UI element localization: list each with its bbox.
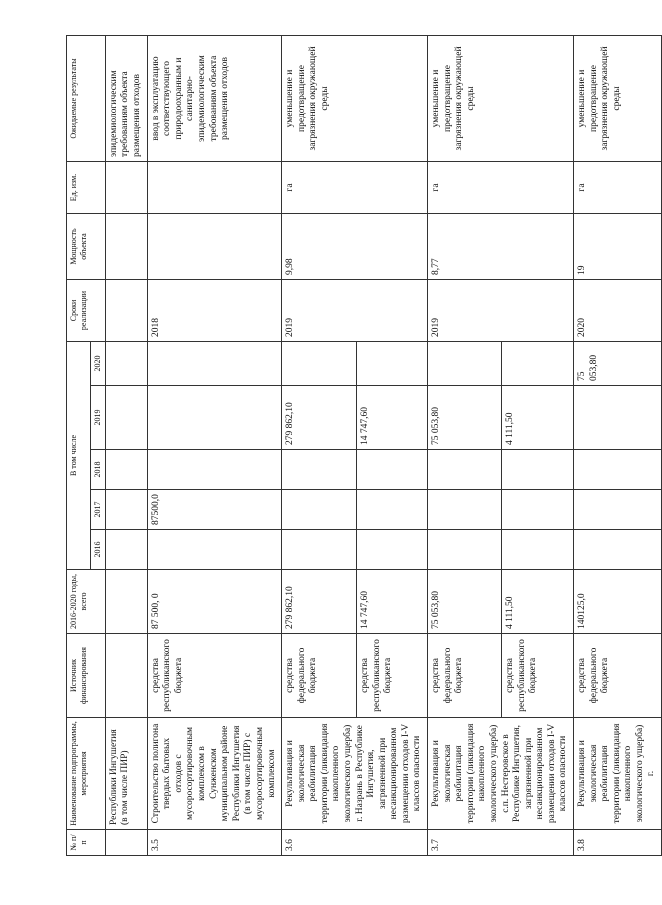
cell-capacity: 9,98	[282, 214, 428, 280]
table-row-continued	[105, 36, 147, 856]
cell-2019: 4 111,50	[502, 386, 574, 450]
table-row-3-5	[147, 36, 281, 856]
cell-name: Строительство полигона твердых бытовых отходов с мусоросортировочным комплексом в Сунженском муниципальном районе Республики Ингушетия (в том числе ПИР) с мусоросортировочным комплексом	[147, 718, 281, 830]
header-row-1	[67, 36, 91, 856]
cell-source: средства федерального бюджета	[282, 634, 357, 718]
cell-source: средства республиканского бюджета	[147, 634, 281, 718]
cell-source: средства федерального бюджета	[428, 634, 502, 718]
cell-num: 3.8	[573, 830, 661, 856]
header-unit: Ед. изм.	[67, 162, 106, 214]
cell-2019	[573, 386, 661, 450]
cell-2018	[428, 450, 502, 490]
cell-total	[105, 570, 147, 634]
header-term: Сроки реализации	[67, 280, 106, 342]
cell-2018	[502, 450, 574, 490]
cell-result: ввод в эксплуатацию соответствующего природоохранным и санитарно-эпидемиологическим требованиям объекта размещения отходов	[147, 36, 281, 162]
cell-2020: 75 053,80	[573, 342, 661, 386]
cell-source: средства федерального бюджета	[573, 634, 661, 718]
header-including: В том числе	[67, 342, 91, 570]
cell-2018	[573, 450, 661, 490]
header-name: Наименование подпрограммы, мероприятия	[67, 718, 106, 830]
cell-total: 75 053,80	[428, 570, 502, 634]
header-year-2016: 2016	[91, 530, 106, 570]
cell-name: Рекультивация и экологическая реабилитация территории (ликвидация накопленного экологического ущерба) с.п. Нестеровское в Республике Ингушетия, загрязненной при несанкционированном размещении отходов I-V классов опасности	[428, 718, 574, 830]
cell-name: Рекультивация и экологическая реабилитация территории (ликвидация накопленного экологического ущерба) г.	[573, 718, 661, 830]
cell-2016	[573, 530, 661, 570]
cell-result: эпидемиологическим требованиям объекта размещения отходов	[105, 36, 147, 162]
cell-2016	[147, 530, 281, 570]
cell-2017	[573, 490, 661, 530]
cell-source: средства республиканского бюджета	[502, 634, 574, 718]
cell-capacity: 19	[573, 214, 661, 280]
cell-2020	[147, 342, 281, 386]
cell-name: Республики Ингушетия (в том числе ПИР)	[105, 718, 147, 830]
cell-unit	[105, 162, 147, 214]
header-year-2020: 2020	[91, 342, 106, 386]
header-num: № п/п	[67, 830, 106, 856]
cell-total: 279 862,10	[282, 570, 357, 634]
cell-2016	[357, 530, 428, 570]
cell-term: 2019	[282, 280, 428, 342]
cell-2019	[105, 386, 147, 450]
cell-result: уменьшение и предотвращение загрязнения окружающей среды	[282, 36, 428, 162]
cell-unit: га	[282, 162, 428, 214]
cell-2018	[105, 450, 147, 490]
header-year-2018: 2018	[91, 450, 106, 490]
header-year-2017: 2017	[91, 490, 106, 530]
cell-2017	[357, 490, 428, 530]
cell-num	[105, 830, 147, 856]
cell-2020	[282, 342, 357, 386]
table-row-3-7-federal	[428, 36, 502, 856]
cell-2019: 279 862,10	[282, 386, 357, 450]
table-row-3-8	[573, 36, 661, 856]
cell-source: средства республиканского бюджета	[357, 634, 428, 718]
cell-2016	[502, 530, 574, 570]
cell-2020	[502, 342, 574, 386]
cell-2018	[282, 450, 357, 490]
cell-num: 3.6	[282, 830, 428, 856]
cell-2020	[428, 342, 502, 386]
cell-term: 2019	[428, 280, 574, 342]
cell-capacity	[147, 214, 281, 280]
cell-2020	[357, 342, 428, 386]
cell-2017	[428, 490, 502, 530]
cell-source	[105, 634, 147, 718]
cell-result: уменьшение и предотвращение загрязнения окружающей среды	[573, 36, 661, 162]
cell-term	[105, 280, 147, 342]
cell-unit: га	[428, 162, 574, 214]
cell-2020	[105, 342, 147, 386]
cell-num: 3.5	[147, 830, 281, 856]
program-measures-table	[66, 35, 662, 856]
cell-unit	[147, 162, 281, 214]
header-result: Ожидаемые результаты	[67, 36, 106, 162]
cell-total: 140125,0	[573, 570, 661, 634]
cell-name: Рекультивация и экологическая реабилитация территории (ликвидация накопленного экологического ущерба) г. Назрань в Республике Ингушетия, загрязненной при несанкционированном размещении отходов I-V классов опасности	[282, 718, 428, 830]
cell-2018	[357, 450, 428, 490]
cell-term: 2018	[147, 280, 281, 342]
header-total: 2016-2020 годы, всего	[67, 570, 106, 634]
cell-2016	[282, 530, 357, 570]
cell-num: 3.7	[428, 830, 574, 856]
cell-2016	[428, 530, 502, 570]
rotated-table-container	[66, 36, 657, 856]
cell-total: 87 500, 0	[147, 570, 281, 634]
cell-total: 4 111,50	[502, 570, 574, 634]
cell-2016	[105, 530, 147, 570]
cell-capacity: 8,77	[428, 214, 574, 280]
cell-2017	[502, 490, 574, 530]
cell-unit: га	[573, 162, 661, 214]
header-source: Источник финансирования	[67, 634, 106, 718]
cell-capacity	[105, 214, 147, 280]
cell-2017: 87500,0	[147, 490, 281, 530]
table-row-3-6-federal	[282, 36, 357, 856]
cell-result: уменьшение и предотвращение загрязнения окружающей среды	[428, 36, 574, 162]
cell-2017	[105, 490, 147, 530]
header-year-2019: 2019	[91, 386, 106, 450]
header-capacity: Мощность объекта	[67, 214, 106, 280]
cell-2017	[282, 490, 357, 530]
cell-2019: 14 747,60	[357, 386, 428, 450]
cell-term: 2020	[573, 280, 661, 342]
cell-total: 14 747,60	[357, 570, 428, 634]
cell-2019	[147, 386, 281, 450]
cell-2018	[147, 450, 281, 490]
cell-2019: 75 053,80	[428, 386, 502, 450]
